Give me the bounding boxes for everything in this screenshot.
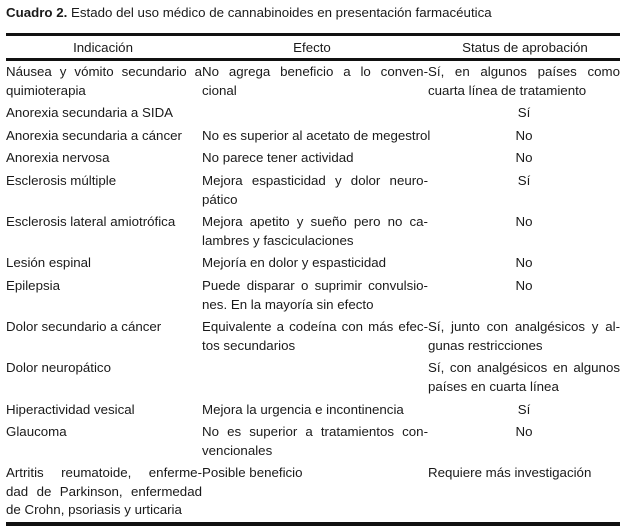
cell-line: No es superior a tratamientos con- xyxy=(202,424,428,440)
cell-indicacion xyxy=(6,63,202,100)
cell-status xyxy=(428,63,620,100)
cell-indicacion xyxy=(6,254,202,273)
cell-indicacion xyxy=(6,149,202,168)
cell-efecto xyxy=(202,63,428,100)
cell-efecto xyxy=(202,359,428,396)
cell-line: Glaucoma xyxy=(6,424,67,440)
cell-status xyxy=(428,464,620,520)
cell-line: Esclerosis lateral amiotrófica xyxy=(6,214,176,230)
cell-status xyxy=(428,318,620,355)
cell-status xyxy=(428,359,620,396)
cell-indicacion xyxy=(6,318,202,355)
cell-status xyxy=(428,213,620,250)
cell-line: Lesión espinal xyxy=(6,255,92,271)
cell-indicacion xyxy=(6,127,202,146)
cell-line: países en cuarta línea xyxy=(428,378,559,394)
cell-line: cional xyxy=(202,82,237,98)
cell-line: Equivalente a codeína con más efec- xyxy=(202,319,428,335)
cell-efecto xyxy=(202,254,428,273)
cell-line: No xyxy=(515,277,533,293)
cell-line: Anorexia secundaria a cáncer xyxy=(6,127,182,143)
cell-efecto xyxy=(202,213,428,250)
cell-efecto xyxy=(202,277,428,314)
cell-line: lambres y fasciculaciones xyxy=(202,232,354,248)
cannabinoid-table xyxy=(6,33,620,526)
table-caption xyxy=(6,5,492,20)
cell-status xyxy=(428,423,620,460)
cell-line: Sí, con analgésicos en algunos xyxy=(428,360,620,376)
table-row xyxy=(6,147,620,170)
cell-efecto xyxy=(202,172,428,209)
cell-line: dad de Parkinson, enfermedad xyxy=(6,483,202,499)
cell-line: No xyxy=(515,150,533,166)
cell-efecto xyxy=(202,423,428,460)
cell-status xyxy=(428,254,620,273)
cell-line: Mejoría en dolor y espasticidad xyxy=(202,255,387,271)
cell-line: Epilepsia xyxy=(6,277,60,293)
cell-status xyxy=(428,172,620,209)
table-row xyxy=(6,316,620,357)
table-row xyxy=(6,102,620,125)
cell-line: Posible beneficio xyxy=(202,465,303,481)
cell-status xyxy=(428,127,620,146)
cell-line: Mejora espasticidad y dolor neuro- xyxy=(202,172,428,188)
cell-line: Náusea y vómito secundario a xyxy=(6,64,202,79)
table-row xyxy=(6,252,620,275)
cell-efecto xyxy=(202,401,428,420)
table-row xyxy=(6,399,620,422)
caption-title: Estado del uso médico de cannabinoides en presentación farmacéutica xyxy=(71,5,492,20)
table-row xyxy=(6,170,620,211)
cell-efecto xyxy=(202,318,428,355)
cell-line: Artritis reumatoide, enferme- xyxy=(6,465,202,481)
header-efecto: Efecto xyxy=(293,39,331,55)
cell-indicacion xyxy=(6,464,202,520)
cell-line: pático xyxy=(202,191,238,207)
cell-line: Sí, en algunos países como xyxy=(428,64,620,79)
cell-indicacion xyxy=(6,172,202,209)
cell-line: tos secundarios xyxy=(202,337,296,353)
cell-line: No parece tener actividad xyxy=(202,150,354,166)
cell-line: nes. En la mayoría sin efecto xyxy=(202,296,374,312)
cell-line: Mejora apetito y sueño pero no ca- xyxy=(202,214,428,230)
cell-status xyxy=(428,401,620,420)
cell-indicacion xyxy=(6,359,202,396)
cell-indicacion xyxy=(6,423,202,460)
cell-status xyxy=(428,104,620,123)
cell-line: de Crohn, psoriasis y urticaria xyxy=(6,502,182,518)
table-row xyxy=(6,61,620,102)
header-status: Status de aprobación xyxy=(462,39,588,55)
cell-line: quimioterapia xyxy=(6,82,86,98)
cell-line: No xyxy=(515,424,533,440)
table-row xyxy=(6,125,620,148)
cell-line: No agrega beneficio a lo conven- xyxy=(202,64,428,79)
cell-efecto xyxy=(202,464,428,520)
cell-status xyxy=(428,277,620,314)
table-row xyxy=(6,275,620,316)
cell-line: Hiperactividad vesical xyxy=(6,401,135,417)
cell-line: Sí, junto con analgésicos y al- xyxy=(428,319,620,335)
table-row xyxy=(6,462,620,522)
cell-line: Dolor secundario a cáncer xyxy=(6,319,162,335)
cell-line: Sí xyxy=(517,401,531,417)
cell-line: Dolor neuropático xyxy=(6,360,111,376)
cell-efecto xyxy=(202,149,428,168)
cell-indicacion xyxy=(6,401,202,420)
cell-line: No xyxy=(515,214,533,230)
table-row xyxy=(6,211,620,252)
cell-status xyxy=(428,149,620,168)
cell-indicacion xyxy=(6,277,202,314)
cell-line: Esclerosis múltiple xyxy=(6,172,117,188)
cell-indicacion xyxy=(6,213,202,250)
cell-line: No es superior al acetato de megestrol xyxy=(202,127,431,143)
cell-efecto xyxy=(202,127,431,146)
cell-efecto xyxy=(202,104,428,123)
cell-line: No xyxy=(515,255,533,271)
header-indicacion: Indicación xyxy=(73,39,133,55)
cell-line: Mejora la urgencia e incontinencia xyxy=(202,401,404,417)
table-body xyxy=(6,61,620,522)
cell-line: Anorexia secundaria a SIDA xyxy=(6,105,174,121)
cell-line: No xyxy=(515,127,533,143)
cell-line: Requiere más investigación xyxy=(428,465,592,481)
caption-label: Cuadro 2. xyxy=(6,5,68,20)
table-row xyxy=(6,421,620,462)
cell-line: gunas restricciones xyxy=(428,337,543,353)
cell-line: Anorexia nervosa xyxy=(6,150,110,166)
table-row xyxy=(6,357,620,398)
cell-line: Sí xyxy=(517,172,531,188)
cell-indicacion xyxy=(6,104,202,123)
cell-line: Sí xyxy=(517,105,531,121)
table-header xyxy=(6,36,620,61)
cell-line: vencionales xyxy=(202,442,273,458)
cell-line: Puede disparar o suprimir convulsio- xyxy=(202,277,428,293)
cell-line: cuarta línea de tratamiento xyxy=(428,82,587,98)
